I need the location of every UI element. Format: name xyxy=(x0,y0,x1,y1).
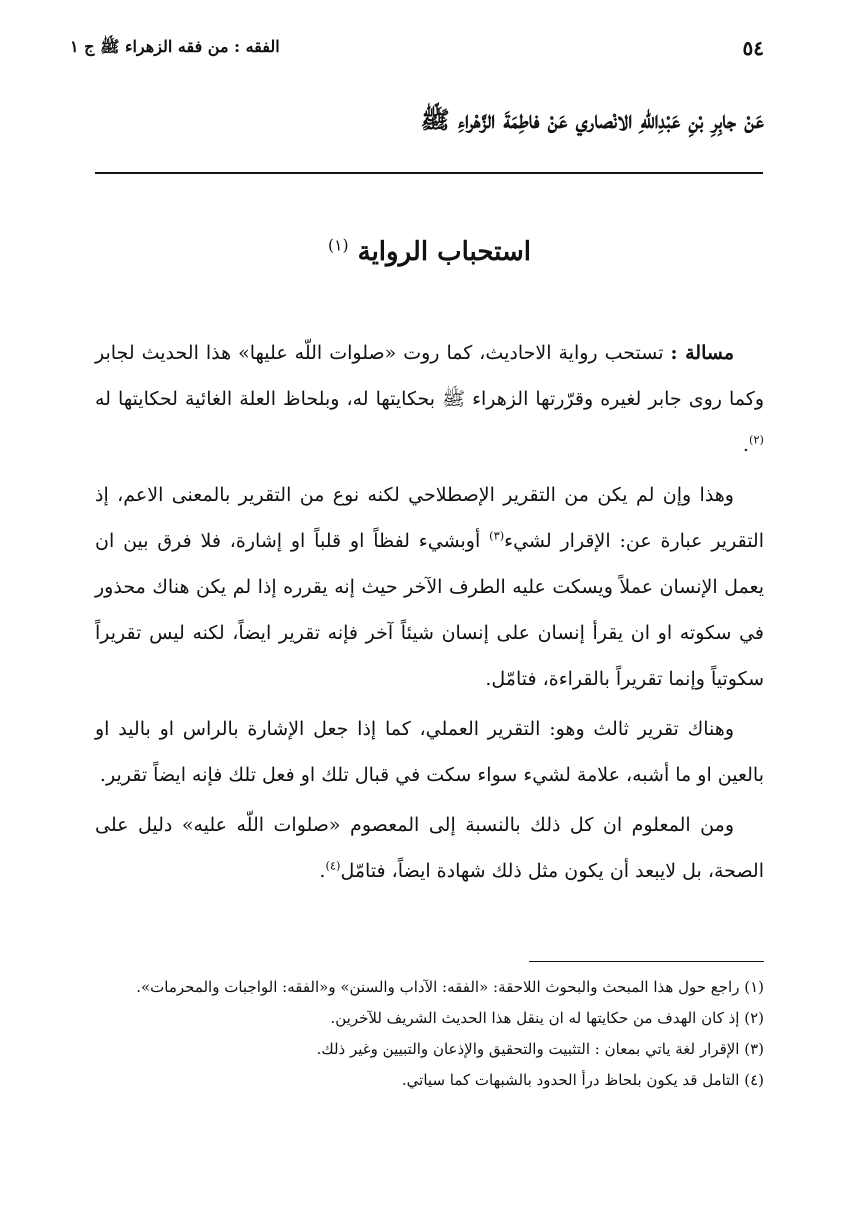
footnote-2: (٢) إذ كان الهدف من حكايتها له ان ينقل هذا الحديث الشريف للآخرين. xyxy=(330,1009,764,1027)
footnotes xyxy=(95,972,764,1096)
footnote-4: (٤) التامل قد يكون بلحاظ درأ الحدود بالشبهات كما سياتي. xyxy=(401,1071,764,1089)
paragraph-4-end: . xyxy=(319,860,326,882)
running-header xyxy=(70,36,764,60)
section-title-footnote-ref: (١) xyxy=(327,236,349,255)
footnote-ref-3: (٣) xyxy=(489,528,505,543)
paragraph-3 xyxy=(95,706,764,798)
paragraph-2 xyxy=(95,472,764,702)
page-number: ٥٤ xyxy=(742,36,764,60)
footnote-rule xyxy=(529,961,764,962)
footnote-ref-4: (٤) xyxy=(325,858,341,873)
body-text xyxy=(95,330,764,898)
paragraph-4-text: ومن المعلوم ان كل ذلك بالنسبة إلى المعصوم «صلوات اللّه عليه» دليل على الصحة، بل لايبعد أن يكون مثل ذلك شهادة ايضاً، فتامّل xyxy=(95,814,764,882)
paragraph-1 xyxy=(95,330,764,468)
footnote-ref-2: (٢) xyxy=(748,432,764,447)
header-rule xyxy=(95,172,763,174)
section-title-text: استحباب الرواية xyxy=(357,237,532,267)
paragraph-2-text-b: أوبشيء لفظاً او قلباً او إشارة، فلا فرق بين ان يعمل الإنسان عملاً ويسكت عليه الطرف الآخر حيث إنه يقرره إذا لم يكن هناك محذور في سكوته او ان يقرأ إنسان على إنسان شيئاً آخر فإنه تقرير ايضاً، لكنه ليس تقريراً سكوتياً وإنما تقريراً بالقراءة، فتامّل. xyxy=(95,530,764,690)
footnote-1: (١) راجع حول هذا المبحث والبحوث اللاحقة: «الفقه: الآداب والسنن» و«الفقه: الواجبات والمحرمات». xyxy=(136,978,764,996)
paragraph-4 xyxy=(95,802,764,894)
footnote-3: (٣) الإقرار لغة ياتي بمعان : التثبيت والتحقيق والإذعان والتبيين وغير ذلك. xyxy=(316,1040,764,1058)
section-title xyxy=(95,230,764,274)
narrator-line: عَنْ جابِرِ بْنِ عَبْدِاللّهِ الانْصاري عَنْ فاطِمَةَ الزَّهْراءِ ﷺ xyxy=(420,105,764,134)
issue-label: مسالة : xyxy=(670,342,734,364)
paragraph-3-text: وهناك تقرير ثالث وهو: التقرير العملي، كما إذا جعل الإشارة بالراس او باليد او بالعين او ما أشبه، علامة لشيء سواء سكت في قبال تلك او فعل تلك فإنه ايضاً تقرير. xyxy=(95,718,764,786)
book-title: الفقه : من فقه الزهراء ﷺ ج ١ xyxy=(70,36,280,56)
paragraph-1-text: تستحب رواية الاحاديث، كما روت «صلوات اللّه عليها» هذا الحديث لجابر وكما روى جابر لغيره وقرّرتها الزهراء ﷺ بحكايتها له، وبلحاظ العلة الغائية لحكايتها له xyxy=(95,342,764,410)
paragraph-2-text-a: وهذا وإن لم يكن من التقرير الإصطلاحي لكنه نوع من التقرير بالمعنى الاعم، إذ التقرير عبارة عن: الإقرار لشيء xyxy=(95,484,764,552)
paragraph-1-end: . xyxy=(742,434,749,456)
